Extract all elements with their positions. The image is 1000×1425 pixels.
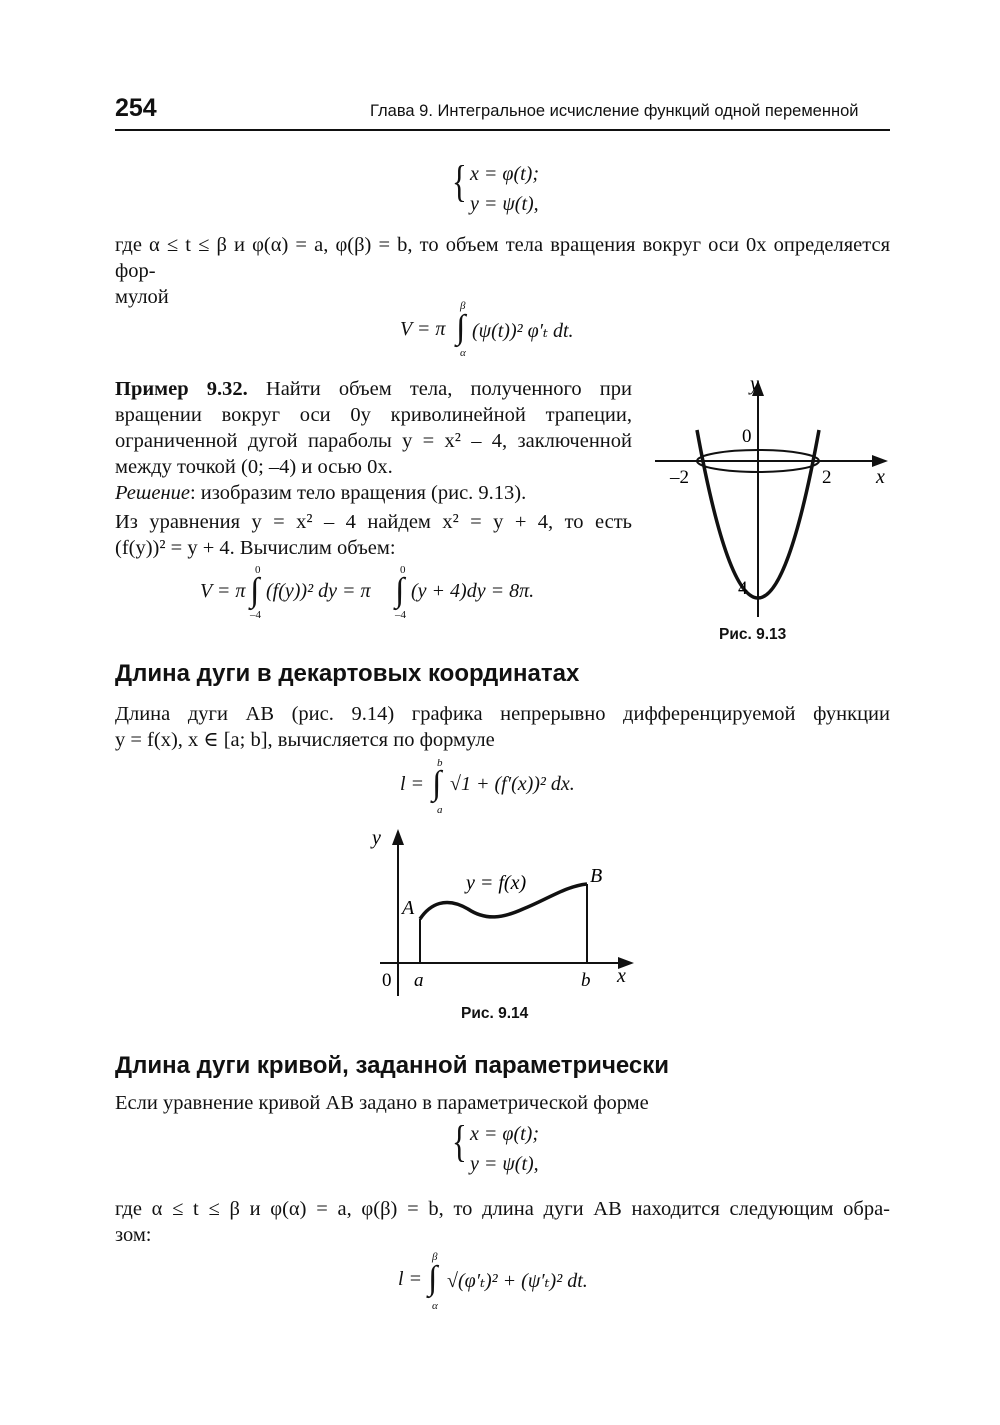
example-line: ограниченной дугой параболы y = x² – 4, заключенной: [115, 430, 632, 452]
integral-sign: ∫: [395, 572, 405, 609]
example-line: (f(y))² = y + 4. Вычислим объем:: [115, 537, 396, 559]
integral-sign: ∫: [456, 309, 466, 346]
paragraph-line: Длина дуги AB (рис. 9.14) графика непрерывно дифференцируемой функции: [115, 703, 890, 725]
integral-lower-limit: a: [437, 804, 443, 816]
header-rule: [115, 129, 890, 131]
integral-upper-limit: 0: [400, 564, 406, 576]
integral-lower-limit: –4: [395, 609, 406, 621]
system1-line1: x = φ(t);: [470, 163, 539, 185]
paragraph-volume-intro: [115, 232, 890, 310]
example-line: Пример 9.32. Найти объем тела, полученного при: [115, 378, 632, 400]
paragraph-line: y = f(x), x ∈ [a; b], вычисляется по формуле: [115, 729, 495, 751]
integral-sign: ∫: [250, 572, 260, 609]
y-axis-label: y: [750, 373, 759, 395]
system2-line1: x = φ(t);: [470, 1123, 539, 1145]
integral-lower-limit: α: [460, 347, 466, 359]
formula-example-integrand1: (f(y))² dy = π: [266, 580, 371, 602]
page-number: 254: [115, 94, 157, 122]
curve-label: y = f(x): [466, 872, 527, 894]
integral-sign: ∫: [432, 765, 442, 802]
example-text: [115, 376, 632, 480]
paragraph-line: где α ≤ t ≤ β и φ(α) = a, φ(β) = b, то длина дуги AB находится следующим обра-: [115, 1198, 890, 1220]
paragraph-parametric-intro: [115, 1090, 890, 1116]
formula-example-integrand2: (y + 4)dy = 8π.: [411, 580, 535, 602]
y-axis-label: y: [372, 827, 381, 849]
formula-param-left: l =: [398, 1268, 423, 1290]
b-label: b: [581, 970, 591, 991]
figure-9-13-caption: Рис. 9.13: [719, 626, 787, 643]
system1-line2: y = ψ(t),: [470, 193, 539, 215]
paragraph-line: где α ≤ t ≤ β и φ(α) = a, φ(β) = b, то объем тела вращения вокруг оси 0x определяется фор-: [115, 234, 890, 282]
origin-label: 0: [382, 970, 392, 991]
solution-label: Решение: [115, 482, 190, 504]
x-axis-label: x: [617, 965, 626, 987]
left-root-label: –2: [670, 467, 689, 488]
vertex-label: 4: [738, 578, 748, 599]
example-line: между точкой (0; –4) и осью 0x.: [115, 456, 393, 478]
paragraph-line: мулой: [115, 286, 169, 308]
example-line: Из уравнения y = x² – 4 найдем x² = y + 4, то есть: [115, 511, 632, 533]
x-axis-label: x: [876, 466, 885, 488]
formula-arc-integrand: √1 + (f′(x))² dx.: [450, 773, 575, 795]
formula-param-integrand: √(φ′ₜ)² + (ψ′ₜ)² dt.: [447, 1270, 588, 1292]
solution-text: Решение: изобразим тело вращения (рис. 9.13).: [115, 482, 527, 504]
integral-lower-limit: α: [432, 1300, 438, 1312]
integral-upper-limit: b: [437, 757, 443, 769]
system-brace: {: [452, 157, 467, 206]
point-a-label: A: [402, 897, 415, 919]
point-b-label: B: [590, 865, 603, 887]
chapter-title: Глава 9. Интегральное исчисление функций одной переменной: [370, 102, 859, 120]
section-heading-cartesian: Длина дуги в декартовых координатах: [115, 660, 580, 687]
integral-upper-limit: β: [432, 1251, 438, 1263]
integral-sign: ∫: [428, 1260, 438, 1297]
integral-upper-limit: β: [460, 300, 466, 312]
paragraph-line: зом:: [115, 1224, 152, 1246]
origin-label: 0: [742, 426, 752, 447]
y-axis-arrow: [392, 829, 404, 845]
example-line: вращении вокруг оси 0y криволинейной трапеции,: [115, 404, 632, 426]
example-title: Пример 9.32.: [115, 378, 248, 400]
formula-volume-integrand: (ψ(t))² φ′ₜ dt.: [472, 320, 574, 342]
figure-9-14-arc: [368, 824, 638, 999]
integral-lower-limit: –4: [250, 609, 261, 621]
paragraph-arc-length: [115, 701, 890, 753]
paragraph-line: Если уравнение кривой AB задано в параметрической форме: [115, 1092, 649, 1114]
formula-volume-left: V = π: [400, 318, 446, 340]
formula-example-left: V = π: [200, 580, 246, 602]
system2-line2: y = ψ(t),: [470, 1153, 539, 1175]
system-brace: {: [452, 1117, 467, 1166]
formula-arc-left: l =: [400, 773, 425, 795]
right-root-label: 2: [822, 467, 832, 488]
a-label: a: [414, 970, 424, 991]
figure-9-14-caption: Рис. 9.14: [461, 1005, 529, 1022]
section-heading-parametric: Длина дуги кривой, заданной параметрически: [115, 1052, 670, 1079]
integral-upper-limit: 0: [255, 564, 261, 576]
solution-derivation: [115, 509, 632, 561]
paragraph-parametric-arc: [115, 1196, 890, 1248]
figure-9-13-parabola: [650, 372, 895, 622]
